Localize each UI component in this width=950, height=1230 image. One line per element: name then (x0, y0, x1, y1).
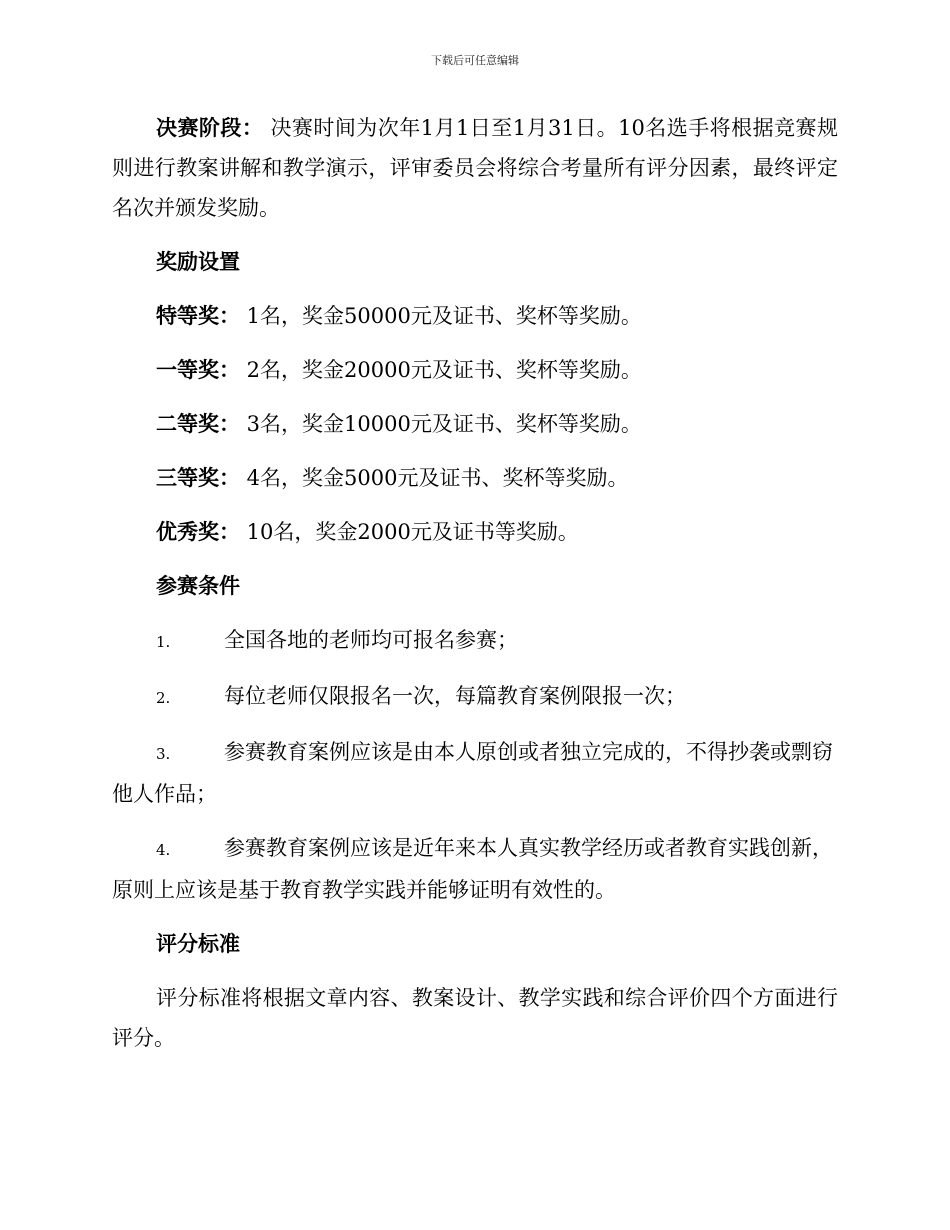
condition-item (112, 732, 838, 814)
award-label: 优秀奖： (156, 520, 240, 544)
condition-number: 4. (156, 841, 171, 859)
scoring-paragraph: 评分标准将根据文章内容、教案设计、教学实践和综合评价四个方面进行评分。 (112, 986, 838, 1050)
award-text: 1名，奖金50000元及证书、奖杯等奖励。 (240, 304, 642, 328)
award-text: 3名，奖金10000元及证书、奖杯等奖励。 (240, 412, 642, 436)
award-text: 4名，奖金5000元及证书、奖杯等奖励。 (240, 466, 629, 490)
condition-text: 参赛教育案例应该是近年来本人真实教学经历或者教育实践创新，原则上应该是基于教育教学实践并能够证明有效性的。 (112, 836, 833, 902)
award-label: 特等奖： (156, 304, 240, 328)
conditions-heading: 参赛条件 (156, 574, 240, 598)
condition-item (112, 676, 838, 718)
award-item-special (112, 296, 838, 336)
award-label: 三等奖： (156, 466, 240, 490)
final-stage-paragraph (112, 108, 838, 228)
condition-text: 全国各地的老师均可报名参赛； (224, 628, 518, 652)
condition-item (112, 620, 838, 662)
award-item-third (112, 458, 838, 498)
award-label: 一等奖： (156, 358, 240, 382)
award-item-first (112, 350, 838, 390)
award-text: 2名，奖金20000元及证书、奖杯等奖励。 (240, 358, 642, 382)
award-text: 10名，奖金2000元及证书等奖励。 (240, 520, 579, 544)
condition-number: 1. (156, 633, 171, 651)
condition-number: 2. (156, 689, 171, 707)
condition-text: 参赛教育案例应该是由本人原创或者独立完成的，不得抄袭或剽窃他人作品； (112, 740, 833, 806)
awards-heading: 奖励设置 (156, 250, 240, 274)
condition-text: 每位老师仅限报名一次，每篇教育案例限报一次； (224, 684, 686, 708)
page-header: 下载后可任意编辑 (431, 54, 519, 67)
document-body (112, 108, 838, 1058)
condition-item (112, 828, 838, 910)
final-stage-text: 决赛时间为次年1月1日至1月31日。10名选手将根据竞赛规则进行教案讲解和教学演示，评审委员会将综合考量所有评分因素，最终评定名次并颁发奖励。 (112, 116, 838, 220)
scoring-heading: 评分标准 (156, 932, 240, 956)
condition-number: 3. (156, 745, 171, 763)
award-item-second (112, 404, 838, 444)
award-item-excellent (112, 512, 838, 552)
award-label: 二等奖： (156, 412, 240, 436)
final-stage-label: 决赛阶段： (156, 116, 264, 140)
